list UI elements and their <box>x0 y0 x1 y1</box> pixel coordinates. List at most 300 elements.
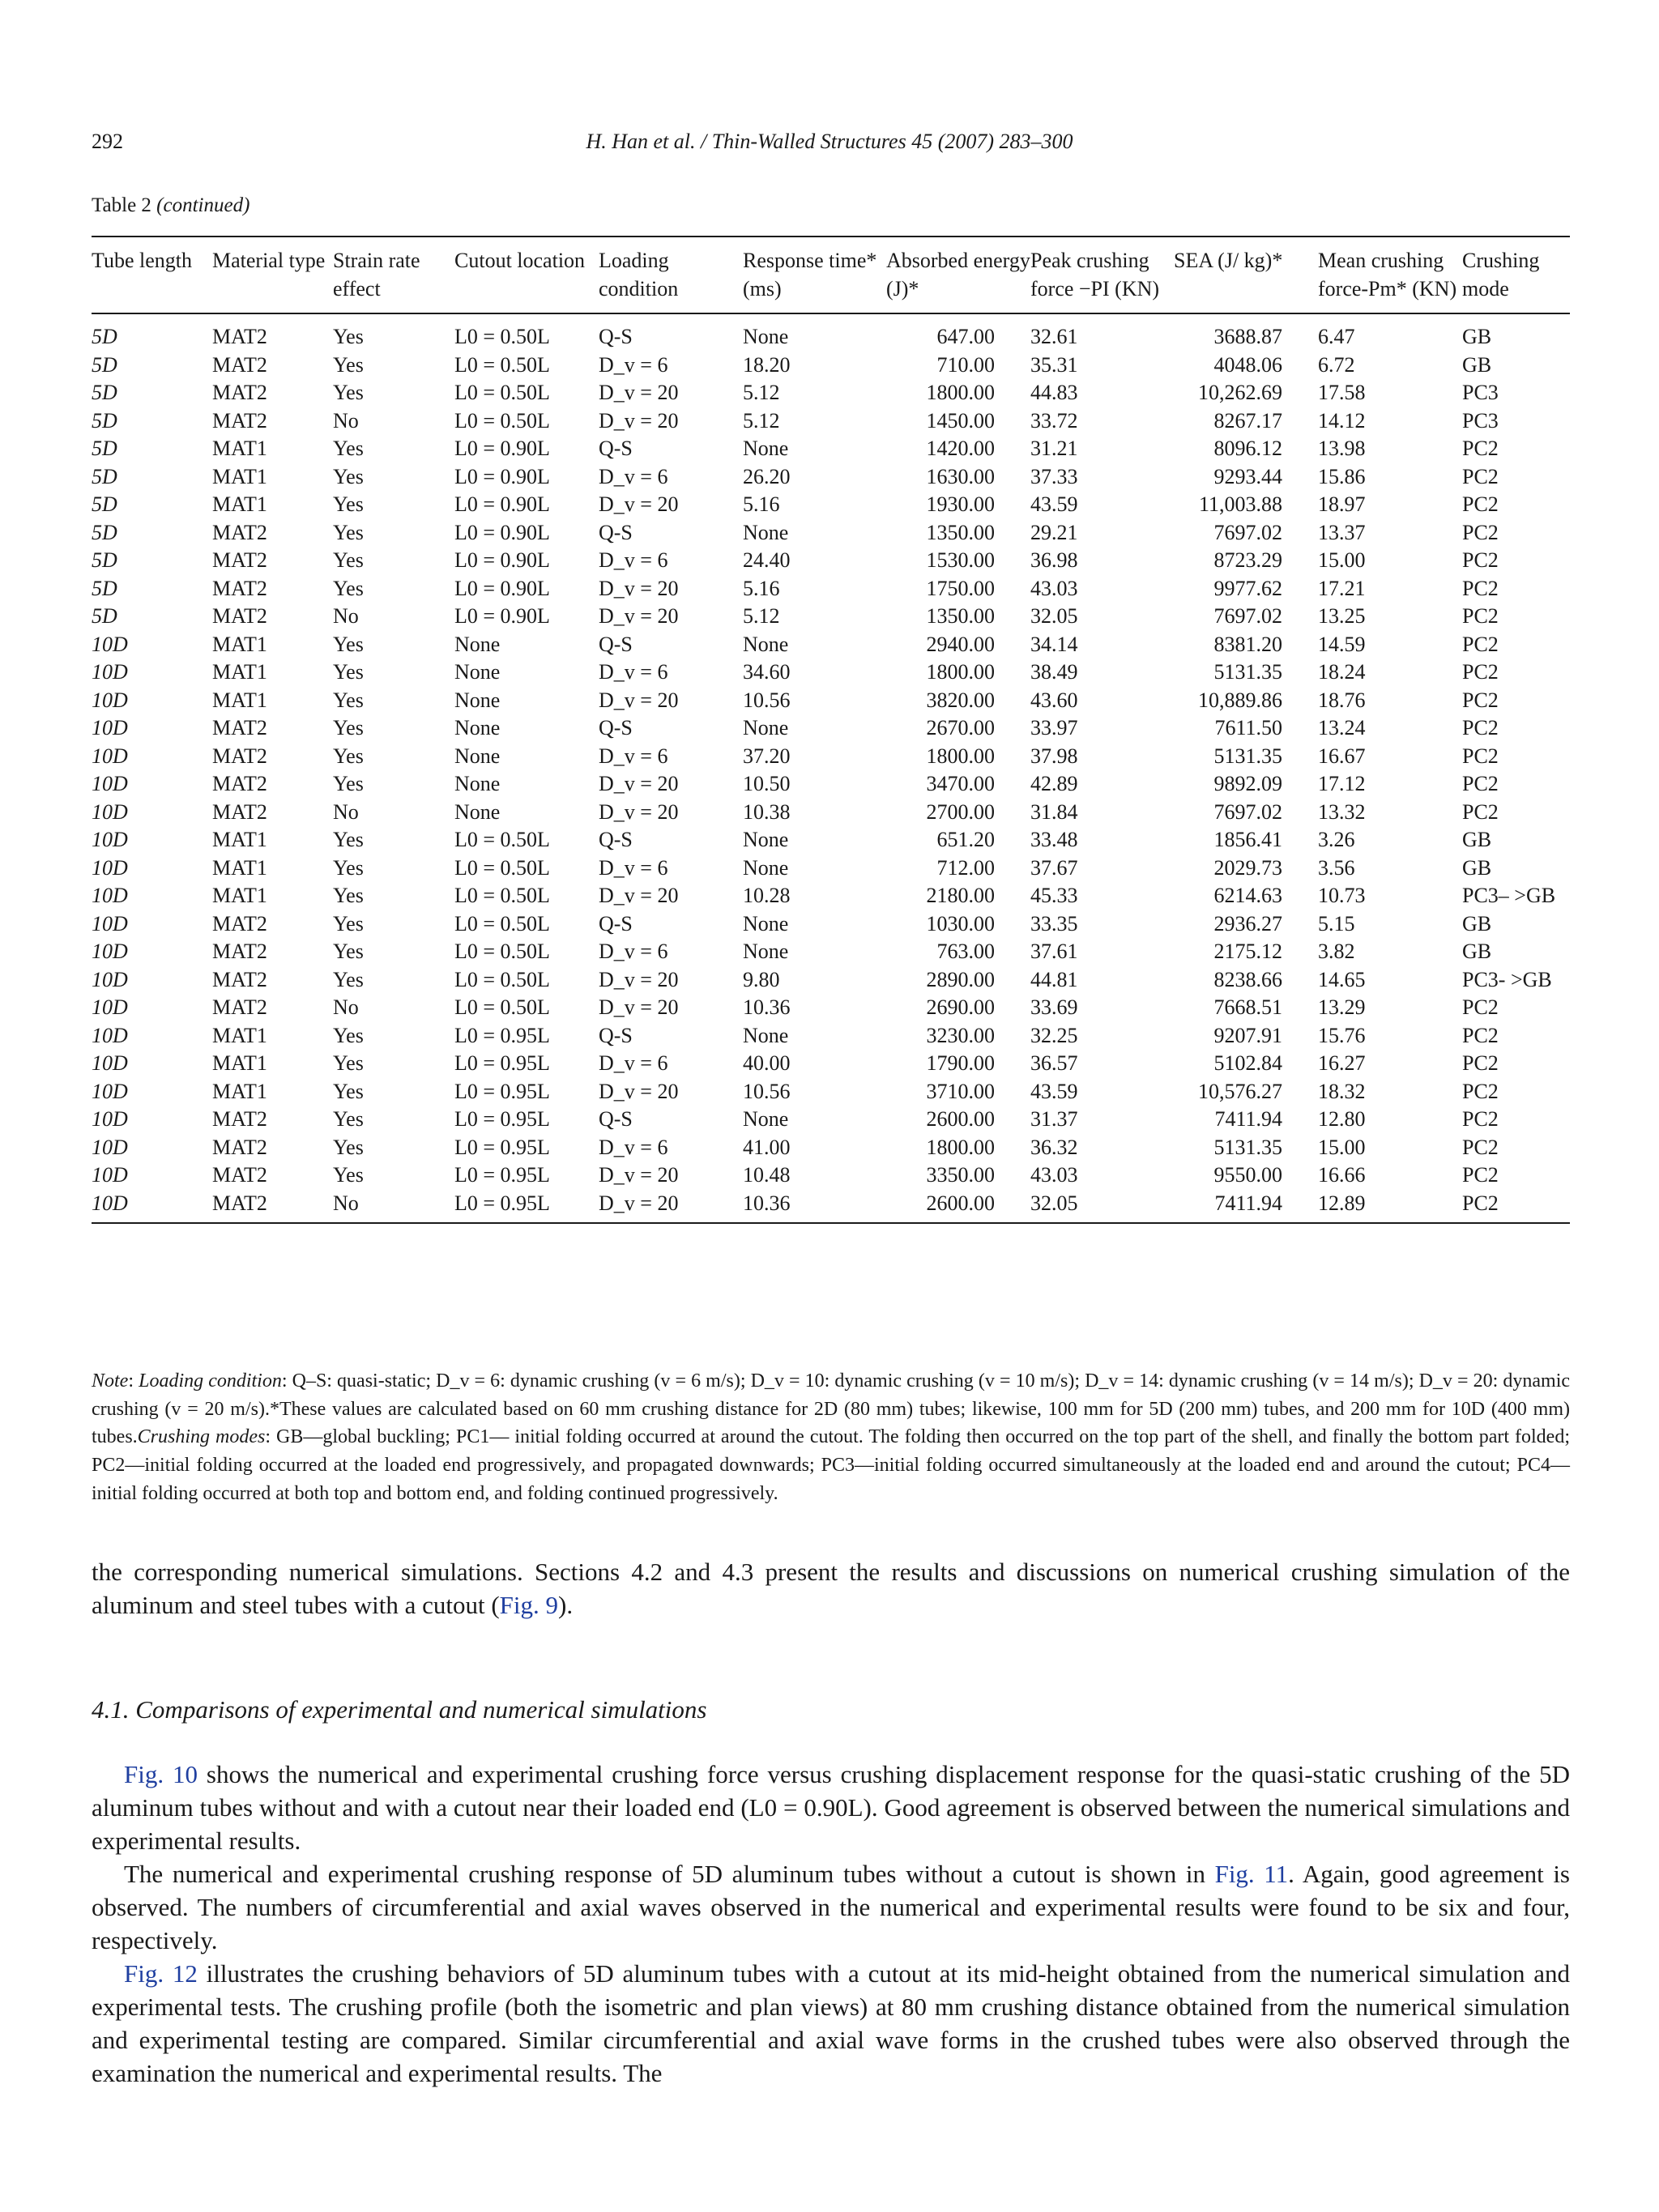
table-cell: 43.59 <box>1030 1079 1078 1103</box>
table-cell: PC2 <box>1462 1023 1499 1047</box>
table-cell: L0 = 0.50L <box>454 967 550 991</box>
table-cell: 15.86 <box>1318 464 1366 488</box>
table-cell: L0 = 0.50L <box>454 995 550 1019</box>
table-cell: 1930.00 <box>926 492 995 516</box>
table-cell: Q-S <box>599 520 633 544</box>
table-cell: 3230.00 <box>926 1023 995 1047</box>
table-cell: 3820.00 <box>926 688 995 712</box>
table-cell: None <box>743 1107 789 1131</box>
table-cell: Yes <box>333 325 364 348</box>
table-cell: Yes <box>333 855 364 880</box>
table-cell: 10D <box>92 967 128 991</box>
table-header <box>92 237 1570 313</box>
table-row <box>92 882 1570 910</box>
table-cell: PC3– >GB <box>1462 884 1556 907</box>
table-cell: None <box>454 688 501 712</box>
table-cell: None <box>743 1023 789 1047</box>
table-cell: 2029.73 <box>1213 855 1282 880</box>
table-cell: Yes <box>333 352 364 377</box>
table-cell: 5131.35 <box>1213 660 1282 684</box>
table-cell: Yes <box>333 688 364 712</box>
table-cell: MAT2 <box>212 995 267 1019</box>
table-cell: D_v = 6 <box>599 744 668 768</box>
table-cell: MAT2 <box>212 911 267 936</box>
table-cell: D_v = 6 <box>599 1051 668 1075</box>
table-cell: 2600.00 <box>926 1107 995 1131</box>
table-cell: Yes <box>333 967 364 991</box>
table-cell: 14.65 <box>1318 967 1366 991</box>
table-cell: 31.37 <box>1030 1107 1078 1131</box>
table-cell: 18.32 <box>1318 1079 1366 1103</box>
table-row <box>92 407 1570 436</box>
table-cell: 5D <box>92 520 117 544</box>
table-cell: 37.20 <box>743 744 791 768</box>
table-cell: None <box>743 828 789 851</box>
table-cell: L0 = 0.50L <box>454 408 550 433</box>
table-cell: MAT1 <box>212 855 267 880</box>
table-cell: 2940.00 <box>926 632 995 656</box>
table-cell: 36.98 <box>1030 548 1078 572</box>
table-label: Table 2 <box>92 194 151 216</box>
table-cell: Yes <box>333 660 364 684</box>
table-cell: 5131.35 <box>1213 1135 1282 1159</box>
fig-10-link[interactable]: Fig. 10 <box>124 1760 198 1788</box>
table-cell: 2175.12 <box>1213 940 1282 963</box>
column-header: Absorbed energy (J)* <box>886 249 1030 300</box>
table-cell: 1030.00 <box>926 911 995 936</box>
table-cell: 44.83 <box>1030 381 1078 404</box>
table-cell: 1420.00 <box>926 437 995 460</box>
paragraph-2 <box>92 1758 1570 1857</box>
table-cell: Yes <box>333 940 364 963</box>
table-cell: 7411.94 <box>1214 1191 1282 1215</box>
table-cell: D_v = 20 <box>599 799 679 824</box>
table-cell: 37.98 <box>1030 744 1078 768</box>
table-cell: 14.12 <box>1318 408 1366 433</box>
table-cell: Yes <box>333 716 364 739</box>
table-header-rule <box>92 313 1570 314</box>
table-cell: 5D <box>92 408 117 433</box>
table-cell: PC2 <box>1462 520 1499 544</box>
table-cell: 5D <box>92 352 117 377</box>
table-cell: MAT2 <box>212 1163 267 1187</box>
table-cell: 10D <box>92 855 128 880</box>
table-cell: PC2 <box>1462 1163 1499 1187</box>
table-cell: 43.03 <box>1030 1163 1078 1187</box>
table-cell: L0 = 0.90L <box>454 548 550 572</box>
table-cell: No <box>333 408 359 433</box>
table-cell: L0 = 0.50L <box>454 884 550 907</box>
table-cell: 5D <box>92 325 117 348</box>
table-cell: None <box>454 632 501 656</box>
table-cell: MAT2 <box>212 576 267 600</box>
table-cell: 13.32 <box>1318 799 1366 824</box>
table-cell: MAT1 <box>212 828 267 851</box>
table-cell: 41.00 <box>743 1135 791 1159</box>
table-cell: 3.26 <box>1318 828 1355 851</box>
table-cell: 2700.00 <box>926 799 995 824</box>
table-cell: 7697.02 <box>1213 520 1282 544</box>
table-cell: 40.00 <box>743 1051 791 1075</box>
table-cell: 1630.00 <box>926 464 995 488</box>
table-cell: 9.80 <box>743 967 780 991</box>
table-cell: 1530.00 <box>926 548 995 572</box>
table-cell: MAT2 <box>212 744 267 768</box>
table-cell: 5D <box>92 464 117 488</box>
table-cell: L0 = 0.50L <box>454 381 550 404</box>
table-cell: Q-S <box>599 1107 633 1131</box>
table-cell: 10,889.86 <box>1198 688 1282 712</box>
table-cell: MAT1 <box>212 632 267 656</box>
table-cell: 33.69 <box>1030 995 1078 1019</box>
table-cell: 2600.00 <box>926 1191 995 1215</box>
table-cell: L0 = 0.50L <box>454 855 550 880</box>
table-row <box>92 1106 1570 1134</box>
column-header: Loading condition <box>599 249 679 300</box>
table-cell: 9207.91 <box>1213 1023 1282 1047</box>
table-cell: 13.24 <box>1318 716 1366 739</box>
table-cell: L0 = 0.90L <box>454 576 550 600</box>
table-cell: 11,003.88 <box>1198 492 1282 516</box>
table-row <box>92 799 1570 827</box>
paragraph-2-text: shows the numerical and experimental crushing force versus crushing displacement response for the quasi-static crushing of the 5D aluminum tubes without and with a cutout near their loaded end (L0 = 0.90L). Good agreement is observed between the numerical simulations and experimental results. <box>92 1760 1570 1855</box>
table-cell: 10D <box>92 660 128 684</box>
table-cell: D_v = 20 <box>599 1079 679 1103</box>
table-cell: 5D <box>92 492 117 516</box>
fig-12-link[interactable]: Fig. 12 <box>124 1959 198 1988</box>
table-cell: 10,576.27 <box>1198 1079 1282 1103</box>
table-row <box>92 603 1570 631</box>
table-cell: 8381.20 <box>1213 632 1282 656</box>
table-cell: D_v = 6 <box>599 464 668 488</box>
table-cell: None <box>743 940 789 963</box>
table-cell: 33.48 <box>1030 828 1078 851</box>
table-cell: 32.05 <box>1030 1191 1078 1215</box>
table-cell: 32.05 <box>1030 604 1078 628</box>
table-cell: 37.67 <box>1030 855 1078 880</box>
fig-9-link[interactable]: Fig. 9 <box>499 1591 559 1619</box>
table-row <box>92 743 1570 771</box>
table-cell: 10.56 <box>743 688 791 712</box>
table-cell: Yes <box>333 884 364 907</box>
table-cell: 1800.00 <box>926 744 995 768</box>
table-cell: D_v = 20 <box>599 381 679 404</box>
table-cell: D_v = 20 <box>599 884 679 907</box>
table-cell: No <box>333 1191 359 1215</box>
table-cell: 44.81 <box>1030 967 1078 991</box>
table-row <box>92 1078 1570 1106</box>
table-cell: 8267.17 <box>1213 408 1282 433</box>
table-cell: 43.03 <box>1030 576 1078 600</box>
table-note: Note: Loading condition: Q–S: quasi-static; D_v = 6: dynamic crushing (v = 6 m/s); D_v = 10: dynamic crushing (v = 10 m/s); D_v = 14: dynamic crushing (v = 14 m/s); D_v = 20: dynamic crushing (v = 20 m/s).*These values are calculated based on 60 mm crushing distance for 2D (80 mm) tubes; likewise, 100 mm for 5D (200 mm) tubes, and 200 mm for 10D (400 mm) tubes.Crushing modes: GB—global buckling; PC1— initial folding occurred at around the cutout. The folding then occurred on the top part of the shell, and finally the bottom part folded; PC2—initial folding occurred at the loaded end progressively, and propagated downwards; PC3—initial folding occurred simultaneously at the loaded end and around the cutout; PC4—initial folding occurred at both top and bottom end, and folding continued progressively. <box>92 1370 1571 1504</box>
table-cell: 33.97 <box>1030 716 1078 739</box>
table-cell: D_v = 20 <box>599 408 679 433</box>
table-cell: 5D <box>92 548 117 572</box>
table-cell: 4048.06 <box>1213 352 1282 377</box>
table-cell: 9977.62 <box>1213 576 1282 600</box>
table-cell: D_v = 6 <box>599 548 668 572</box>
table-row <box>92 313 1570 352</box>
table-cell: MAT1 <box>212 1079 267 1103</box>
table-cell: 33.35 <box>1030 911 1078 936</box>
table-cell: PC2 <box>1462 772 1499 795</box>
column-header: Response time* (ms) <box>743 249 877 300</box>
table-cell: 5.12 <box>743 408 780 433</box>
table-cell: GB <box>1462 352 1492 377</box>
section-title: 4.1. Comparisons of experimental and numerical simulations <box>92 1695 707 1724</box>
table-cell: 3470.00 <box>926 772 995 795</box>
table-cell: None <box>743 716 789 739</box>
table-cell: PC2 <box>1462 716 1499 739</box>
table-cell: None <box>743 855 789 880</box>
paragraph-3-text: The numerical and experimental crushing response of 5D aluminum tubes without a cutout is shown in <box>124 1860 1215 1888</box>
table-cell: 34.14 <box>1030 632 1078 656</box>
table-cell: None <box>454 772 501 795</box>
table-cell: No <box>333 604 359 628</box>
table-cell: None <box>454 799 501 824</box>
table-cell: GB <box>1462 828 1492 851</box>
table-cell: 10D <box>92 688 128 712</box>
table-cell: 24.40 <box>743 548 791 572</box>
table-cell: 29.21 <box>1030 520 1078 544</box>
table-cell: GB <box>1462 325 1492 348</box>
table-cell: Yes <box>333 548 364 572</box>
table-cell: L0 = 0.50L <box>454 911 550 936</box>
table-cell: No <box>333 995 359 1019</box>
table-cell: 36.32 <box>1030 1135 1078 1159</box>
table-container <box>92 237 1570 1217</box>
table-cell: 7611.50 <box>1214 716 1282 739</box>
table-cell: 37.33 <box>1030 464 1078 488</box>
table-row <box>92 491 1570 519</box>
table-cell: 1856.41 <box>1213 828 1282 851</box>
table-cell: MAT2 <box>212 408 267 433</box>
table-cell: 8238.66 <box>1213 967 1282 991</box>
table-cell: Q-S <box>599 325 633 348</box>
table-cell: 10.38 <box>743 799 791 824</box>
table-cell: D_v = 6 <box>599 352 668 377</box>
table-cell: 10D <box>92 911 128 936</box>
table-body <box>92 313 1570 1217</box>
table-cell: D_v = 20 <box>599 604 679 628</box>
table-cell: 5D <box>92 604 117 628</box>
table-cell: MAT2 <box>212 1135 267 1159</box>
table-cell: Yes <box>333 1051 364 1075</box>
crushing-modes-text: : GB—global buckling; PC1— initial folding occurred at around the cutout. The folding then occurred on the top part of the shell, and finally the bottom part folded; PC2—initial folding occurred at the loaded end progressively, and propagated downwards; PC3—initial folding occurred simultaneously at the loaded end and around the cutout; PC4—initial folding occurred at both top and bottom end, and folding continued progressively. <box>92 1426 1570 1504</box>
running-header: H. Han et al. / Thin-Walled Structures 45 (2007) 283–300 <box>586 130 1073 153</box>
note-label: Note <box>92 1370 129 1392</box>
table-row <box>92 1190 1570 1218</box>
table-cell: 12.80 <box>1318 1107 1366 1131</box>
table-cell: 5.12 <box>743 381 780 404</box>
page-number: 292 <box>92 130 123 153</box>
fig-11-link[interactable]: Fig. 11 <box>1214 1860 1289 1888</box>
column-header: Crushing mode <box>1462 249 1540 300</box>
table-cell: MAT2 <box>212 1107 267 1131</box>
table-cell: 1450.00 <box>926 408 995 433</box>
table-cell: 15.00 <box>1318 1135 1366 1159</box>
table-cell: 10D <box>92 744 128 768</box>
table-cell: 10D <box>92 1051 128 1075</box>
table-cell: 16.67 <box>1318 744 1366 768</box>
table-cell: MAT1 <box>212 884 267 907</box>
table-cell: D_v = 20 <box>599 1191 679 1215</box>
table-cell: 10.48 <box>743 1163 791 1187</box>
table-cell: 1800.00 <box>926 1135 995 1159</box>
column-header: SEA (J/ kg)* <box>1174 249 1283 272</box>
table-cell: 10D <box>92 884 128 907</box>
table-cell: D_v = 20 <box>599 995 679 1019</box>
table-cell: 31.84 <box>1030 799 1078 824</box>
table-cell: GB <box>1462 940 1492 963</box>
table-cell: PC3 <box>1462 408 1499 433</box>
table-cell: 10D <box>92 1023 128 1047</box>
table-cell: MAT1 <box>212 492 267 516</box>
table-cell: Q-S <box>599 828 633 851</box>
table-row <box>92 826 1570 855</box>
table-cell: 10.28 <box>743 884 791 907</box>
table-cell: D_v = 6 <box>599 855 668 880</box>
table-cell: PC2 <box>1462 576 1499 600</box>
table-cell: 7697.02 <box>1213 799 1282 824</box>
table-cell: Yes <box>333 464 364 488</box>
table-cell: PC3- >GB <box>1462 967 1552 991</box>
column-header: Material type <box>212 249 326 272</box>
table-cell: L0 = 0.95L <box>454 1023 550 1047</box>
paragraph-4 <box>92 1957 1570 2090</box>
table-cell: L0 = 0.95L <box>454 1163 550 1187</box>
table-cell: L0 = 0.50L <box>454 325 550 348</box>
table-cell: MAT2 <box>212 772 267 795</box>
table-row <box>92 463 1570 492</box>
table-row <box>92 519 1570 548</box>
table-cell: 1790.00 <box>926 1051 995 1075</box>
table-cell: 6214.63 <box>1213 884 1282 907</box>
table-row <box>92 658 1570 687</box>
column-header: Mean crushing force-Pm* (KN) <box>1318 249 1457 300</box>
table-cell: Yes <box>333 437 364 460</box>
table-cell: Yes <box>333 744 364 768</box>
table-cell: 31.21 <box>1030 437 1078 460</box>
table-cell: Q-S <box>599 632 633 656</box>
table-row <box>92 631 1570 659</box>
table-caption <box>92 194 249 217</box>
table-cell: 35.31 <box>1030 352 1078 377</box>
table-cell: PC2 <box>1462 492 1499 516</box>
table-cell: L0 = 0.90L <box>454 437 550 460</box>
table-cell: 5D <box>92 381 117 404</box>
table-row <box>92 938 1570 966</box>
table-cell: Yes <box>333 1107 364 1131</box>
table-cell: MAT2 <box>212 1191 267 1215</box>
table-cell: 5.12 <box>743 604 780 628</box>
table-cell: MAT2 <box>212 940 267 963</box>
column-header: Tube length <box>92 249 192 272</box>
table-cell: Yes <box>333 520 364 544</box>
table-cell: 7668.51 <box>1213 995 1282 1019</box>
table-row <box>92 1022 1570 1051</box>
table-row <box>92 575 1570 603</box>
table-cell: 10D <box>92 1163 128 1187</box>
table-row <box>92 435 1570 463</box>
table-cell: 7411.94 <box>1214 1107 1282 1131</box>
table-cell: PC2 <box>1462 744 1499 768</box>
table-cell: 5D <box>92 437 117 460</box>
table-cell: Yes <box>333 911 364 936</box>
table-cell: No <box>333 799 359 824</box>
column-header: Peak crushing force −PI (KN) <box>1030 249 1160 300</box>
table-cell: 651.20 <box>936 828 995 851</box>
table-cell: MAT1 <box>212 1023 267 1047</box>
table-cell: PC2 <box>1462 688 1499 712</box>
table-cell: Q-S <box>599 437 633 460</box>
table-cell: 13.37 <box>1318 520 1366 544</box>
table-cell: 1750.00 <box>926 576 995 600</box>
table-cell: 3.82 <box>1318 940 1355 963</box>
table-row <box>92 994 1570 1022</box>
table-cell: 17.12 <box>1318 772 1366 795</box>
table-cell: 18.24 <box>1318 660 1366 684</box>
table-cell: L0 = 0.95L <box>454 1051 550 1075</box>
paragraph-4-text: illustrates the crushing behaviors of 5D aluminum tubes with a cutout at its mid-height obtained from the numerical simulation and experimental tests. The crushing profile (both the isometric and plan views) at 80 mm crushing distance obtained from the numerical simulation and experimental testing are compared. Similar circumferential and axial wave forms in the crushed tubes were also observed through the examination the numerical and experimental results. The <box>92 1959 1570 2087</box>
table-cell: 36.57 <box>1030 1051 1078 1075</box>
table-cell: L0 = 0.50L <box>454 828 550 851</box>
table-cell: Yes <box>333 1163 364 1187</box>
table-cell: 712.00 <box>936 855 995 880</box>
table-cell: PC3 <box>1462 381 1499 404</box>
table-cell: D_v = 6 <box>599 660 668 684</box>
table-row <box>92 352 1570 380</box>
table-cell: 17.21 <box>1318 576 1366 600</box>
table-cell: 13.98 <box>1318 437 1366 460</box>
table-cell: Yes <box>333 632 364 656</box>
table-cell: MAT1 <box>212 437 267 460</box>
table-cell: 10D <box>92 772 128 795</box>
table-cell: 10D <box>92 716 128 739</box>
table-row <box>92 1134 1570 1162</box>
table-cell: 1350.00 <box>926 604 995 628</box>
table-cell: 26.20 <box>743 464 791 488</box>
table-cell: None <box>743 632 789 656</box>
table-cell: MAT2 <box>212 520 267 544</box>
table-cell: 14.59 <box>1318 632 1366 656</box>
table-continued: (continued) <box>156 194 250 216</box>
table-cell: L0 = 0.95L <box>454 1135 550 1159</box>
table-cell: 763.00 <box>936 940 995 963</box>
table-cell: 45.33 <box>1030 884 1078 907</box>
table-row <box>92 379 1570 407</box>
table-cell: MAT2 <box>212 352 267 377</box>
table-row <box>92 1050 1570 1078</box>
loading-condition-text: : Q–S: quasi-static; D_v = 6: dynamic crushing (v = 6 m/s); D_v = 10: dynamic crushing (v = 10 m/s); D_v = 14: dynamic crushing (v = 14 m/s); D_v = 20: dynamic crushing (v = 20 m/s).*These values are calculated based on 60 mm crushing distance for 2D (80 mm) tubes; likewise, 100 mm for 5D (200 mm) tubes, and 200 mm for 10D (400 mm) tubes. <box>92 1370 1571 1448</box>
table-cell: MAT2 <box>212 381 267 404</box>
table-bottom-rule <box>92 1222 1570 1224</box>
table-cell: 10D <box>92 1191 128 1215</box>
table-cell: Yes <box>333 381 364 404</box>
table-cell: PC2 <box>1462 799 1499 824</box>
table-cell: None <box>743 325 789 348</box>
table-cell: MAT2 <box>212 967 267 991</box>
table-cell: 13.25 <box>1318 604 1366 628</box>
table-cell: D_v = 20 <box>599 1163 679 1187</box>
table-cell: 3350.00 <box>926 1163 995 1187</box>
table-cell: None <box>454 744 501 768</box>
table-cell: 6.72 <box>1318 352 1355 377</box>
table-cell: 1800.00 <box>926 381 995 404</box>
table-cell: PC2 <box>1462 660 1499 684</box>
table-cell: 2890.00 <box>926 967 995 991</box>
table-cell: Q-S <box>599 1023 633 1047</box>
